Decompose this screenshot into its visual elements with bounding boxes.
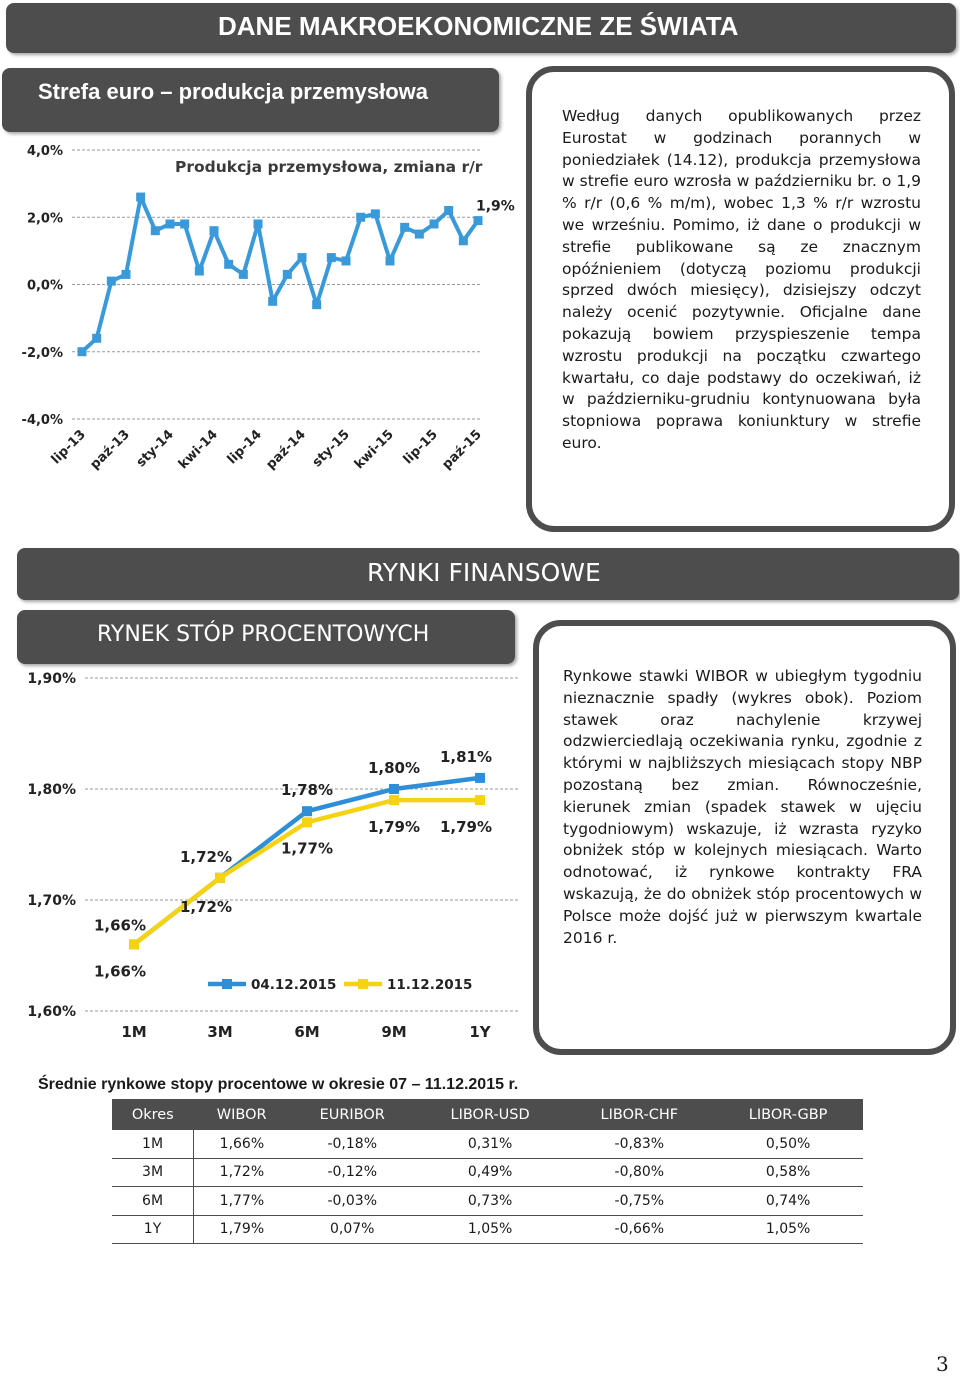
x-tick-label: 1Y xyxy=(469,1023,491,1041)
data-point xyxy=(475,795,485,805)
table-cell: 1,72% xyxy=(194,1158,290,1187)
data-point xyxy=(298,253,307,262)
data-label: 1,72% xyxy=(179,897,233,916)
data-point xyxy=(415,230,424,239)
y-tick-label: 0,0% xyxy=(26,278,63,294)
data-label: 1,77% xyxy=(280,839,334,858)
euro-commentary-box xyxy=(526,66,955,532)
x-tick-label: kwi-14 xyxy=(175,427,221,473)
table-cell: -0,75% xyxy=(565,1187,713,1216)
table-cell: 0,49% xyxy=(415,1158,566,1187)
data-point xyxy=(302,806,312,816)
rates-commentary-text: Rynkowe stawki WIBOR w ubiegłym tygodniu nieznacznie spadły (wykres obok). Poziom stawek oraz nachylenie krzywej odzwierciedlają oczekiwania rynku, zgodnie z którymi w najbliższych miesiącach stopy NBP pozostaną bez zmian. Równocześnie, kierunek zmian (spadek stawek w ujęciu tygodniowym) wskazuje, iż wzrasta ryzyko obniżek stóp w kolejnych miesiącach. Warto odnotować, iż rynkowe kontrakty FRA wskazują, że do obniżek stóp procentowych w Polsce może dojść już w pierwszym kwartale 2016 r. xyxy=(563,667,922,947)
header-euribor: EURIBOR xyxy=(290,1099,415,1130)
rates-table xyxy=(112,1099,863,1244)
euro-commentary-text: Według danych opublikowanych przez Eurostat w godzinach porannych w poniedziałek (14.12), produkcja przemysłowa w strefie euro wzrosła w październiku br. o 1,9 % r/r (0,6 % m/m), wobec 1,3 % r/r wzrostu we wrześniu. Pomimo, iż dane o produkcji w strefie publikowane są ze znacznym opóźnieniem (dotyczą poziomu produkcji sprzed dwóch miesięcy), dzisiejszy odczyt należy ocenić pozytywnie. Oficjalne dane pokazują bowiem przyspieszenie tempa wzrostu produkcji na początku czwartego kwartału, co daje podstawy do oczekiwań, iż w październiku-grudniu kontynuowana była stopniowa poprawa koniunktury w strefie euro. xyxy=(562,107,921,452)
rates-table-header-row xyxy=(112,1099,863,1130)
page-header-title: DANE MAKROEKONOMICZNE ZE ŚWIATA xyxy=(218,11,739,41)
legend-label: 04.12.2015 xyxy=(251,977,337,993)
x-tick-label: paź-15 xyxy=(439,427,485,473)
rates-table-title: Średnie rynkowe stopy procentowe w okresie 07 – 11.12.2015 r. xyxy=(38,1076,519,1093)
header-libor-gbp: LIBOR-GBP xyxy=(713,1099,863,1130)
header-libor-usd: LIBOR-USD xyxy=(415,1099,566,1130)
table-cell: 1,79% xyxy=(194,1215,290,1244)
table-cell: 3M xyxy=(112,1158,194,1187)
interest-rate-market-banner xyxy=(17,610,515,664)
chart-title: Produkcja przemysłowa, zmiana r/r xyxy=(175,158,483,176)
table-cell: 0,73% xyxy=(415,1187,566,1216)
data-point xyxy=(215,873,225,883)
data-label: 1,66% xyxy=(93,962,147,981)
data-point xyxy=(302,817,312,827)
data-point xyxy=(224,260,233,269)
data-label: 1,80% xyxy=(367,759,421,777)
data-point xyxy=(444,206,453,215)
y-tick-label: -2,0% xyxy=(21,345,63,361)
data-point xyxy=(180,219,189,228)
header-libor-chf: LIBOR-CHF xyxy=(565,1099,713,1130)
data-point xyxy=(136,193,145,202)
data-point xyxy=(356,213,365,222)
data-label: 1,78% xyxy=(280,781,334,800)
data-point xyxy=(283,270,292,279)
table-cell: 0,07% xyxy=(290,1215,415,1244)
table-row xyxy=(112,1158,863,1187)
series-line xyxy=(82,197,478,352)
data-point xyxy=(239,270,248,279)
table-cell: -0,12% xyxy=(290,1158,415,1187)
table-cell: 1Y xyxy=(112,1215,194,1244)
euro-production-chart xyxy=(0,135,525,480)
x-tick-label: lip-14 xyxy=(224,427,265,468)
table-cell: 1,66% xyxy=(194,1130,290,1158)
table-cell: 1,77% xyxy=(194,1187,290,1216)
data-point xyxy=(371,209,380,218)
y-tick-label: 1,70% xyxy=(27,893,76,909)
data-point xyxy=(107,277,116,286)
data-point xyxy=(166,219,175,228)
financial-markets-banner xyxy=(17,548,959,600)
x-tick-label: sty-14 xyxy=(133,427,177,471)
data-point xyxy=(400,223,409,232)
y-tick-label: 1,80% xyxy=(27,782,76,798)
table-cell: -0,83% xyxy=(565,1130,713,1158)
y-tick-label: 1,60% xyxy=(27,1004,76,1020)
y-tick-label: -4,0% xyxy=(21,413,63,428)
x-tick-label: kwi-15 xyxy=(351,427,397,473)
x-tick-label: paź-13 xyxy=(87,427,133,473)
x-tick-label: lip-15 xyxy=(400,427,441,468)
data-label: 1,66% xyxy=(93,916,147,935)
x-tick-label: 3M xyxy=(207,1023,233,1041)
data-point xyxy=(386,256,395,265)
euro-section-title: Strefa euro – produkcja przemysłowa xyxy=(38,79,429,104)
data-point xyxy=(129,939,139,949)
data-point xyxy=(122,270,131,279)
table-cell: -0,03% xyxy=(290,1187,415,1216)
x-tick-label: 1M xyxy=(121,1023,147,1041)
data-point xyxy=(92,334,101,343)
x-tick-label: 6M xyxy=(294,1023,320,1041)
data-point xyxy=(312,300,321,309)
data-point xyxy=(342,256,351,265)
y-tick-label: 1,90% xyxy=(27,671,76,687)
data-point xyxy=(459,236,468,245)
data-point xyxy=(151,226,160,235)
data-point xyxy=(430,219,439,228)
y-tick-label: 4,0% xyxy=(26,144,63,159)
x-tick-label: 9M xyxy=(381,1023,407,1041)
data-point xyxy=(254,219,263,228)
header-wibor: WIBOR xyxy=(194,1099,290,1130)
wibor-curve-chart xyxy=(0,665,530,1050)
x-tick-label: paź-14 xyxy=(263,427,309,473)
data-label: 1,72% xyxy=(179,847,233,866)
table-cell: 0,31% xyxy=(415,1130,566,1158)
data-point xyxy=(327,253,336,262)
data-point xyxy=(474,216,483,225)
legend-swatch-marker xyxy=(358,979,368,989)
euro-section-banner xyxy=(2,68,499,132)
interest-rate-market-title: RYNEK STÓP PROCENTOWYCH xyxy=(97,622,430,647)
legend-swatch-marker xyxy=(222,979,232,989)
table-cell: 0,58% xyxy=(713,1158,863,1187)
y-tick-label: 2,0% xyxy=(26,211,63,227)
table-cell: 6M xyxy=(112,1187,194,1216)
page-header-banner xyxy=(6,3,956,53)
table-cell: 1,05% xyxy=(415,1215,566,1244)
data-point xyxy=(389,784,399,794)
table-row xyxy=(112,1215,863,1244)
x-tick-label: lip-13 xyxy=(48,427,89,468)
table-cell: 1,05% xyxy=(713,1215,863,1244)
data-label: 1,79% xyxy=(367,818,421,837)
data-point xyxy=(210,226,219,235)
data-point xyxy=(195,267,204,276)
table-cell: -0,18% xyxy=(290,1130,415,1158)
table-cell: -0,80% xyxy=(565,1158,713,1187)
data-point xyxy=(268,297,277,306)
table-row xyxy=(112,1187,863,1216)
rates-commentary-box xyxy=(533,620,956,1055)
data-point xyxy=(475,773,485,783)
x-tick-label: sty-15 xyxy=(309,427,353,471)
data-point xyxy=(389,795,399,805)
end-value-label: 1,9% xyxy=(476,198,515,215)
table-cell: 0,74% xyxy=(713,1187,863,1216)
data-label: 1,79% xyxy=(439,818,493,837)
page-number: 3 xyxy=(936,1352,949,1376)
table-cell: 0,50% xyxy=(713,1130,863,1158)
data-label: 1,81% xyxy=(439,747,493,766)
header-okres: Okres xyxy=(112,1099,194,1130)
data-point xyxy=(78,347,87,356)
table-row xyxy=(112,1130,863,1158)
financial-markets-title: RYNKI FINANSOWE xyxy=(367,558,601,587)
legend-label: 11.12.2015 xyxy=(387,977,473,993)
table-cell: -0,66% xyxy=(565,1215,713,1244)
table-cell: 1M xyxy=(112,1130,194,1158)
